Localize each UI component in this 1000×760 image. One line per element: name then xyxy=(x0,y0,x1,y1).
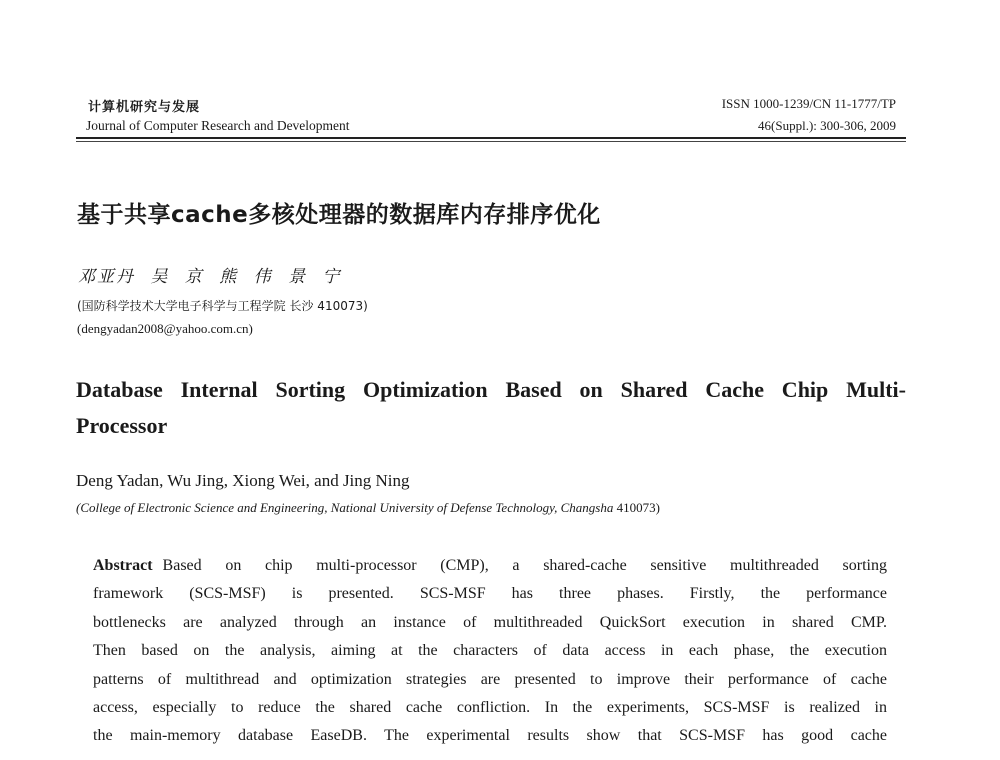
abstract-line xyxy=(93,552,887,580)
paper-title-en-line-2: Processor xyxy=(76,413,168,438)
paper-title-cn: 基于共享cache多核处理器的数据库内存排序优化 xyxy=(77,202,601,228)
header-rule-thin xyxy=(76,141,906,142)
affiliation-en-postcode: 410073) xyxy=(616,500,660,515)
paper-title-en xyxy=(76,372,906,444)
abstract-line-text: Based on chip multi-processor (CMP), a shared-cache sensitive multithreaded sorting xyxy=(162,557,887,574)
abstract-label: Abstract xyxy=(93,557,153,574)
issn-line: ISSN 1000-1239/CN 11-1777/TP xyxy=(721,96,896,111)
affiliation-en xyxy=(76,500,660,516)
abstract-block xyxy=(93,552,887,751)
authors-cn: 邓亚丹 吴 京 熊 伟 景 宁 xyxy=(78,267,342,287)
abstract-line: Then based on the analysis, aiming at the characters of data access in each phase, the execution xyxy=(93,642,887,660)
author-email: (dengyadan2008@yahoo.com.cn) xyxy=(77,321,253,336)
journal-name-cn: 计算机研究与发展 xyxy=(88,100,201,115)
authors-en: Deng Yadan, Wu Jing, Xiong Wei, and Jing Ning xyxy=(76,471,410,490)
abstract-line: bottlenecks are analyzed through an instance of multithreaded QuickSort execution in shared CMP. xyxy=(93,613,887,631)
abstract-line: access, especially to reduce the shared cache confliction. In the experiments, SCS-MSF is realized in xyxy=(93,699,887,717)
abstract-line: framework (SCS-MSF) is presented. SCS-MSF has three phases. Firstly, the performance xyxy=(93,585,887,603)
journal-name-en: Journal of Computer Research and Development xyxy=(86,118,350,133)
header-rule-thick xyxy=(76,137,906,139)
affiliation-cn: (国防科学技术大学电子科学与工程学院 长沙 410073) xyxy=(77,299,368,313)
abstract-line: the main-memory database EaseDB. The experimental results show that SCS-MSF has good cache xyxy=(93,727,887,745)
affiliation-en-institution: (College of Electronic Science and Engineering, National University of Defense Technology, Changsha xyxy=(76,500,614,515)
volume-line: 46(Suppl.): 300-306, 2009 xyxy=(758,118,896,133)
abstract-line: patterns of multithread and optimization strategies are presented to improve their performance of cache xyxy=(93,670,887,688)
paper-title-en-line-1: Database Internal Sorting Optimization Based on Shared Cache Chip Multi- xyxy=(76,377,906,402)
